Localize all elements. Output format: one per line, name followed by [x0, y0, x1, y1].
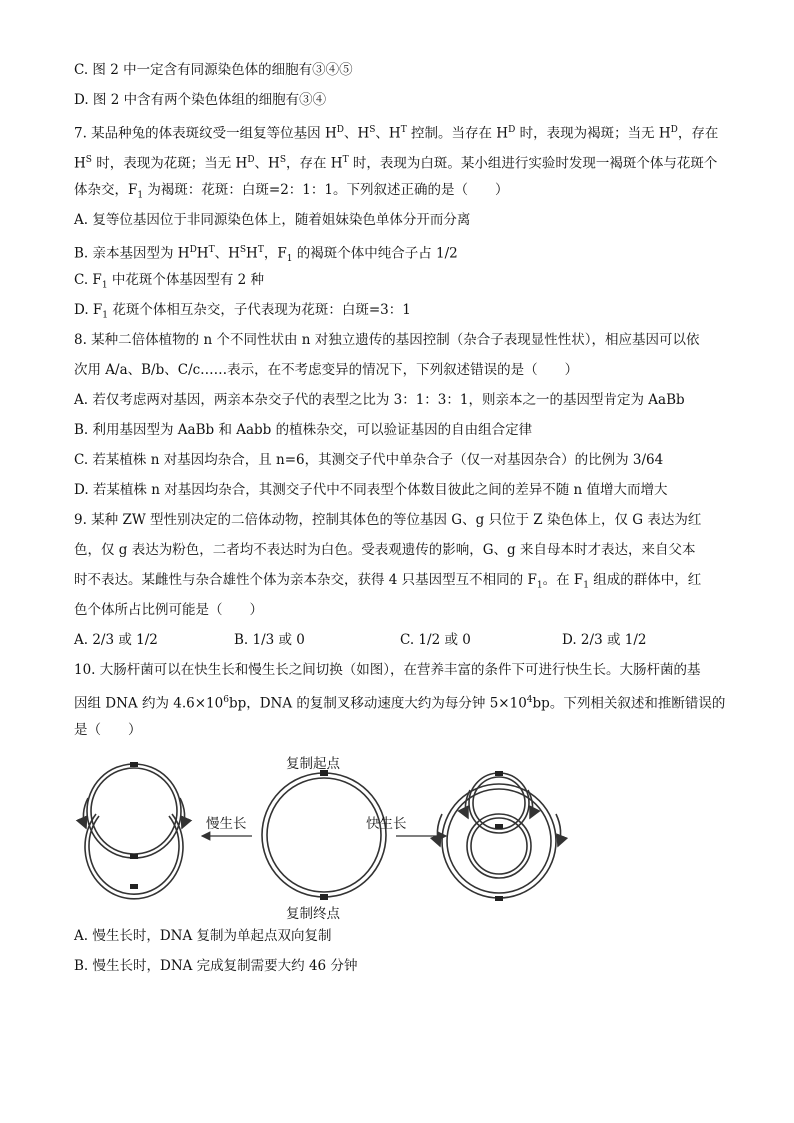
q9-stem-line-4: 色个体所占比例可能是（ ） [74, 602, 263, 618]
slow-origin-mark [130, 762, 138, 767]
dna-replication-diagram [74, 756, 734, 916]
q8-option-b: B. 利用基因型为 AaBb 和 Aabb 的植株杂交，可以验证基因的自由组合定律 [74, 422, 533, 438]
q8-option-c: C. 若某植株 n 对基因均杂合，且 n=6，其测交子代中单杂合子（仅一对基因杂合）的比例为 3/64 [74, 452, 664, 468]
q10-stem-line-3: 是（ ） [74, 722, 142, 738]
q8-stem-line-2: 次用 A/a、B/b、C/c……表示，在不考虑变异的情况下，下列叙述错误的是（ ） [74, 362, 579, 378]
q7-option-a: A. 复等位基因位于非同源染色体上，随着姐妹染色单体分开而分离 [74, 212, 471, 228]
fast-inner-origin-mark [495, 824, 503, 829]
slow-terminus-mark [130, 884, 138, 889]
fast-terminus-mark [495, 896, 503, 901]
exam-page [74, 60, 734, 986]
fast-origin-mark [495, 771, 503, 776]
q10-option-b: B. 慢生长时，DNA 完成复制需要大约 46 分钟 [74, 958, 358, 974]
fast-growth-label: 快生长 [366, 816, 407, 832]
q7-stem-line-1: 7. 某品种兔的体表斑纹受一组复等位基因 $H^D$、$H^S$、$H^T$ 控制。当存在 $H^D$ 时，表现为褐斑；当无 $H^D$，存在 [74, 125, 719, 142]
terminus-mark [320, 894, 328, 900]
q9-option-b: B. 1/3 或 0 [234, 632, 305, 648]
q9-option-c: C. 1/2 或 0 [400, 632, 471, 648]
fast-growth-chromosome [437, 773, 560, 898]
q7-option-d: D. $F_1$ 花斑个体相互杂交，子代表现为花斑：白斑=3：1 [74, 302, 411, 321]
slow-growth-chromosome [83, 764, 184, 899]
slow-growth-label: 慢生长 [206, 816, 247, 832]
q9-stem-line-1: 9. 某种 ZW 型性别决定的二倍体动物，控制其体色的等位基因 G、g 只位于 Z 染色体上，仅 G 表达为红 [74, 512, 702, 528]
q9-options [74, 630, 734, 660]
q9-option-d: D. 2/3 或 1/2 [562, 632, 647, 648]
q10-stem-line-1: 10. 大肠杆菌可以在快生长和慢生长之间切换（如图），在营养丰富的条件下可进行快生长。大肠杆菌的基 [74, 662, 701, 678]
q10-option-a: A. 慢生长时，DNA 复制为单起点双向复制 [74, 928, 332, 944]
q7-option-c: C. $F_1$ 中花斑个体基因型有 2 种 [74, 272, 265, 291]
q8-option-a: A. 若仅考虑两对基因，两亲本杂交子代的表型之比为 3：1：3：1，则亲本之一的基因型肯定为 AaBb [74, 392, 685, 408]
q7-stem-line-2: $H^S$ 时，表现为花斑；当无 $H^D$、$H^S$，存在 $H^T$ 时，表现为白斑。某小组进行实验时发现一褐斑个体与花斑个 [74, 155, 718, 172]
terminus-label: 复制终点 [286, 906, 340, 922]
q9-stem-line-2: 色，仅 g 表达为粉色，二者均不表达时为白色。受表观遗传的影响，G、g 来自母本时才表达，来自父本 [74, 542, 696, 558]
q8-option-d: D. 若某植株 n 对基因均杂合，其测交子代中不同表型个体数目彼此之间的差异不随 n 值增大而增大 [74, 482, 668, 498]
q7-stem-line-3: 体杂交，$F_1$ 为褐斑：花斑：白斑=2：1：1。下列叙述正确的是（ ） [74, 182, 509, 201]
q6-option-d: D. 图 2 中含有两个染色体组的细胞有③④ [74, 92, 327, 108]
q8-stem-line-1: 8. 某种二倍体植物的 n 个不同性状由 n 对独立遗传的基因控制（杂合子表现显性性状），相应基因可以依 [74, 332, 700, 348]
dna-replication-figure [74, 756, 734, 922]
q7-option-b: B. 亲本基因型为 $H^DH^T$、$H^SH^T$，$F_1$ 的褐斑个体中纯合子占 1/2 [74, 245, 458, 265]
center-chromosome [262, 773, 386, 897]
q9-stem-line-3: 时不表达。某雌性与杂合雄性个体为亲本杂交，获得 4 只基因型互不相同的 $F_1$。在 $F_1$ 组成的群体中，红 [74, 572, 702, 591]
origin-label: 复制起点 [286, 756, 340, 772]
q10-stem-line-2: 因组 DNA 约为 $4.6\times 10^6bp$，DNA 的复制叉移动速度大约为每分钟 $5\times 10^4bp$。下列相关叙述和推断错误的 [74, 695, 726, 712]
q9-option-a: A. 2/3 或 1/2 [74, 632, 158, 648]
slow-fork-mark [130, 854, 138, 859]
q6-option-c: C. 图 2 中一定含有同源染色体的细胞有③④⑤ [74, 62, 353, 78]
